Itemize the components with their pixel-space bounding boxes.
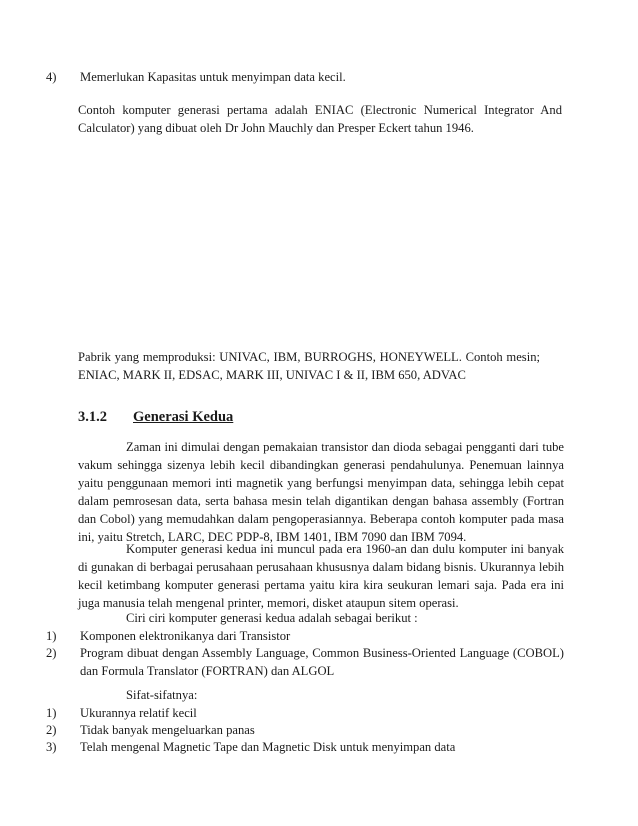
list-number: 4) <box>46 70 57 84</box>
manufacturers-paragraph: Pabrik yang memproduksi: UNIVAC, IBM, BURROGHS, HONEYWELL. Contoh mesin; ENIAC, MARK II, EDSAC, MARK III, UNIVAC I & II, IBM 650, ADVAC <box>78 350 540 382</box>
list-item-text: Program dibuat dengan Assembly Language, Common Business-Oriented Language (COBOL) dan Formula Translator (FORTRAN) dan ALGOL <box>80 646 564 678</box>
list-item-text: Telah mengenal Magnetic Tape dan Magnetic Disk untuk menyimpan data <box>80 740 456 754</box>
list-number: 3) <box>46 740 57 754</box>
list-item-text: Tidak banyak mengeluarkan panas <box>80 723 255 737</box>
section-title: Generasi Kedua <box>133 409 234 425</box>
list-number: 1) <box>46 706 57 720</box>
list-item-text: Memerlukan Kapasitas untuk menyimpan data kecil. <box>80 70 346 84</box>
list-number: 2) <box>46 646 57 660</box>
section-number: 3.1.2 <box>78 409 107 425</box>
list-item-text: Ukurannya relatif kecil <box>80 706 197 720</box>
list-number: 1) <box>46 629 57 643</box>
list-intro: Sifat-sifatnya: <box>126 688 198 702</box>
list-number: 2) <box>46 723 57 737</box>
body-paragraph: Zaman ini dimulai dengan pemakaian transistor dan dioda sebagai pengganti dari tube vakum sehingga sizenya lebih kecil dibandingkan generasi pendahulunya. Penemuan lainnya yaitu penggunaan memori inti magnetik yang berfungsi menyimpan data, sehingga lebih cepat dalam pemrosesan data, serta bahasa mesin telah digantikan dengan bahasa assembly (Fortran dan Cobol) yang memudahkan dalam pengoperasiannya. Beberapa contoh komputer pada masa ini, yaitu Stretch, LARC, DEC PDP-8, IBM 1401, IBM 7090 dan IBM 7094. <box>78 440 564 544</box>
body-paragraph: Komputer generasi kedua ini muncul pada era 1960-an dan dulu komputer ini banyak di gunakan di berbagai perusahaan perusahaan khususnya dalam bidang bisnis. Ukurannya lebih kecil ketimbang komputer generasi pertama yaitu kira kira seukuran lemari saja. Pada era ini juga manusia telah mengenal printer, memori, disket ataupun sitem operasi. <box>78 542 564 610</box>
list-item-text: Komponen elektronikanya dari Transistor <box>80 629 291 643</box>
list-intro: Ciri ciri komputer generasi kedua adalah sebagai berikut : <box>126 611 418 625</box>
section-heading <box>78 407 233 427</box>
eniac-paragraph: Contoh komputer generasi pertama adalah ENIAC (Electronic Numerical Integrator And Calculator) yang dibuat oleh Dr John Mauchly dan Presper Eckert tahun 1946. <box>78 103 562 135</box>
